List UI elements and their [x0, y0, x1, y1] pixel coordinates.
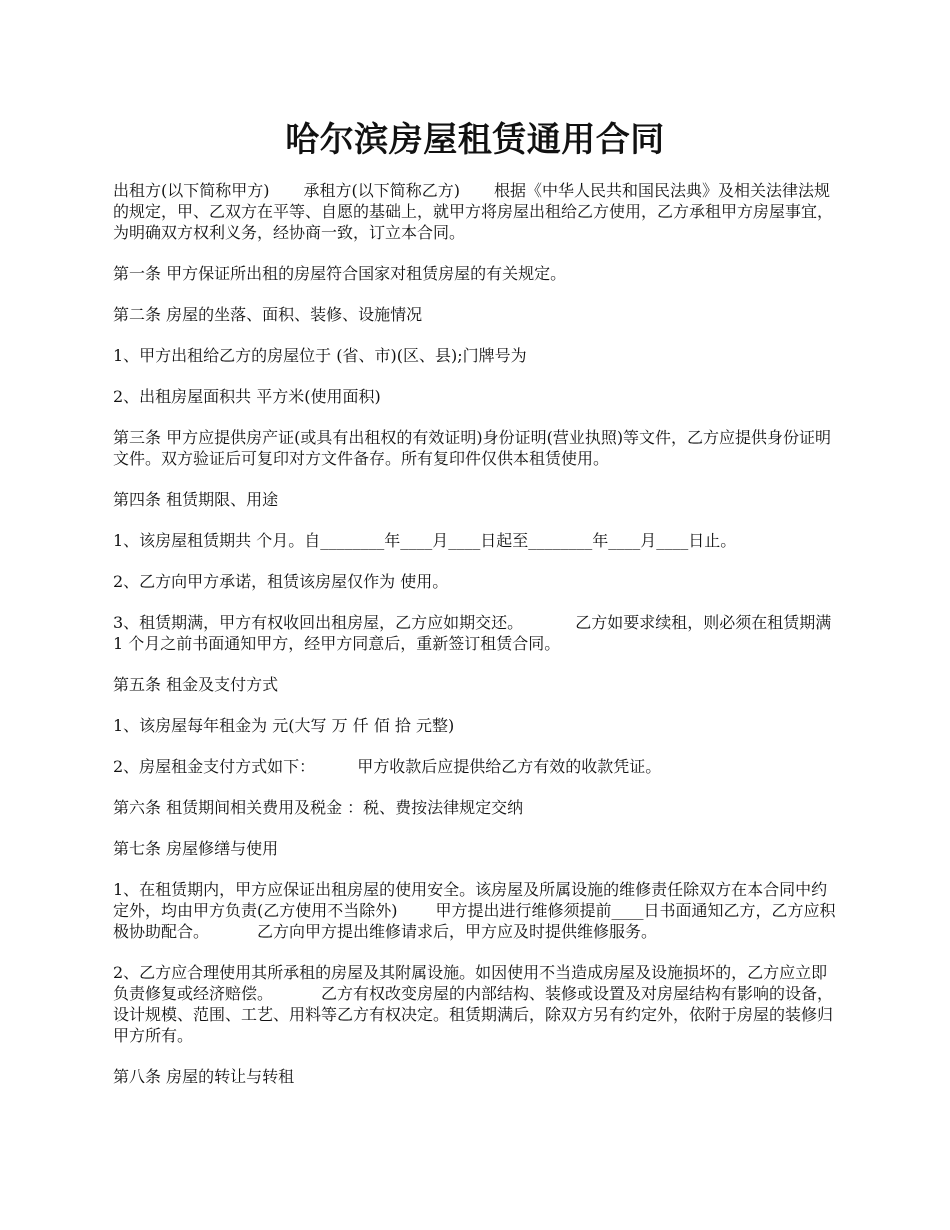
renew-part-b: 乙方如要求续租，则必须在租赁期满 1 个月之前书面通知甲方，经甲方同意后，重新签订租赁合同。: [113, 613, 832, 653]
payment-part-a: 2、房屋租金支付方式如下：: [113, 757, 316, 776]
payment-part-b: 甲方收款后应提供给乙方有效的收款凭证。: [357, 757, 662, 776]
article-5-heading: 第五条 租金及支付方式: [113, 675, 279, 694]
article-2-item-2: 2、出租房屋面积共 平方米(使用面积): [113, 387, 381, 406]
article-4-item-1: 1、该房屋租赁期共 个月。自________年____月____日起至________年____月____日止。: [113, 531, 737, 550]
repair-part-b: 甲方提出进行维修须提前____日书面通知乙方，乙方应积极协助配合。: [113, 901, 836, 941]
document-title: 哈尔滨房屋租赁通用合同: [285, 120, 665, 160]
repair-part-c: 乙方向甲方提出维修请求后，甲方应及时提供维修服务。: [257, 922, 658, 941]
article-2-heading: 第二条 房屋的坐落、面积、装修、设施情况: [113, 305, 423, 324]
party-a-label: 出租方(以下简称甲方): [113, 181, 270, 200]
article-7-item-2: [113, 962, 841, 1046]
article-5-item-1: 1、该房屋每年租金为 元(大写 万 仟 佰 拾 元整): [113, 716, 455, 735]
intro-paragraph: [113, 180, 841, 243]
article-8-heading: 第八条 房屋的转让与转租: [113, 1067, 295, 1086]
article-2-item-1: 1、甲方出租给乙方的房屋位于 (省、市)(区、县);门牌号为: [113, 346, 527, 365]
article-4-item-2: 2、乙方向甲方承诺，租赁该房屋仅作为 使用。: [113, 572, 449, 591]
intro-text: 根据《中华人民共和国民法典》及相关法律法规的规定，甲、乙双方在平等、自愿的基础上，就甲方将房屋出租给乙方使用，乙方承租甲方房屋事宜，为明确双方权利义务，经协商一致，订立本合同。: [113, 181, 834, 242]
article-1: 第一条 甲方保证所出租的房屋符合国家对租赁房屋的有关规定。: [113, 264, 567, 283]
repair-part-a: 1、在租赁期内，甲方应保证出租房屋的使用安全。该房屋及所属设施的维修责任除双方在本合同中约定外，均由甲方负责(乙方使用不当除外): [113, 880, 828, 920]
document-body: [113, 180, 841, 1107]
article-4-heading: 第四条 租赁期限、用途: [113, 490, 279, 509]
use-part-a: 2、乙方应合理使用其所承租的房屋及其附属设施。如因使用不当造成房屋及设施损坏的，乙方应立即负责修复或经济赔偿。: [113, 963, 828, 1003]
article-5-item-2: [113, 756, 841, 777]
article-3: 第三条 甲方应提供房产证(或具有出租权的有效证明)身份证明(营业执照)等文件，乙方应提供身份证明文件。双方验证后可复印对方文件备存。所有复印件仅供本租赁使用。: [113, 428, 832, 468]
renew-part-a: 3、租赁期满，甲方有权收回出租房屋，乙方应如期交还。: [113, 613, 524, 632]
use-part-b: 乙方有权改变房屋的内部结构、装修或设置及对房屋结构有影响的设备，设计规模、范围、工艺、用料等乙方有权决定。租赁期满后，除双方另有约定外，依附于房屋的装修归甲方所有。: [113, 984, 834, 1045]
article-6: 第六条 租赁期间相关费用及税金 ：税、费按法律规定交纳: [113, 798, 524, 817]
party-b-label: 承租方(以下简称乙方): [303, 181, 460, 200]
article-7-item-1: [113, 879, 841, 942]
article-4-item-3: [113, 612, 841, 654]
article-7-heading: 第七条 房屋修缮与使用: [113, 839, 279, 858]
